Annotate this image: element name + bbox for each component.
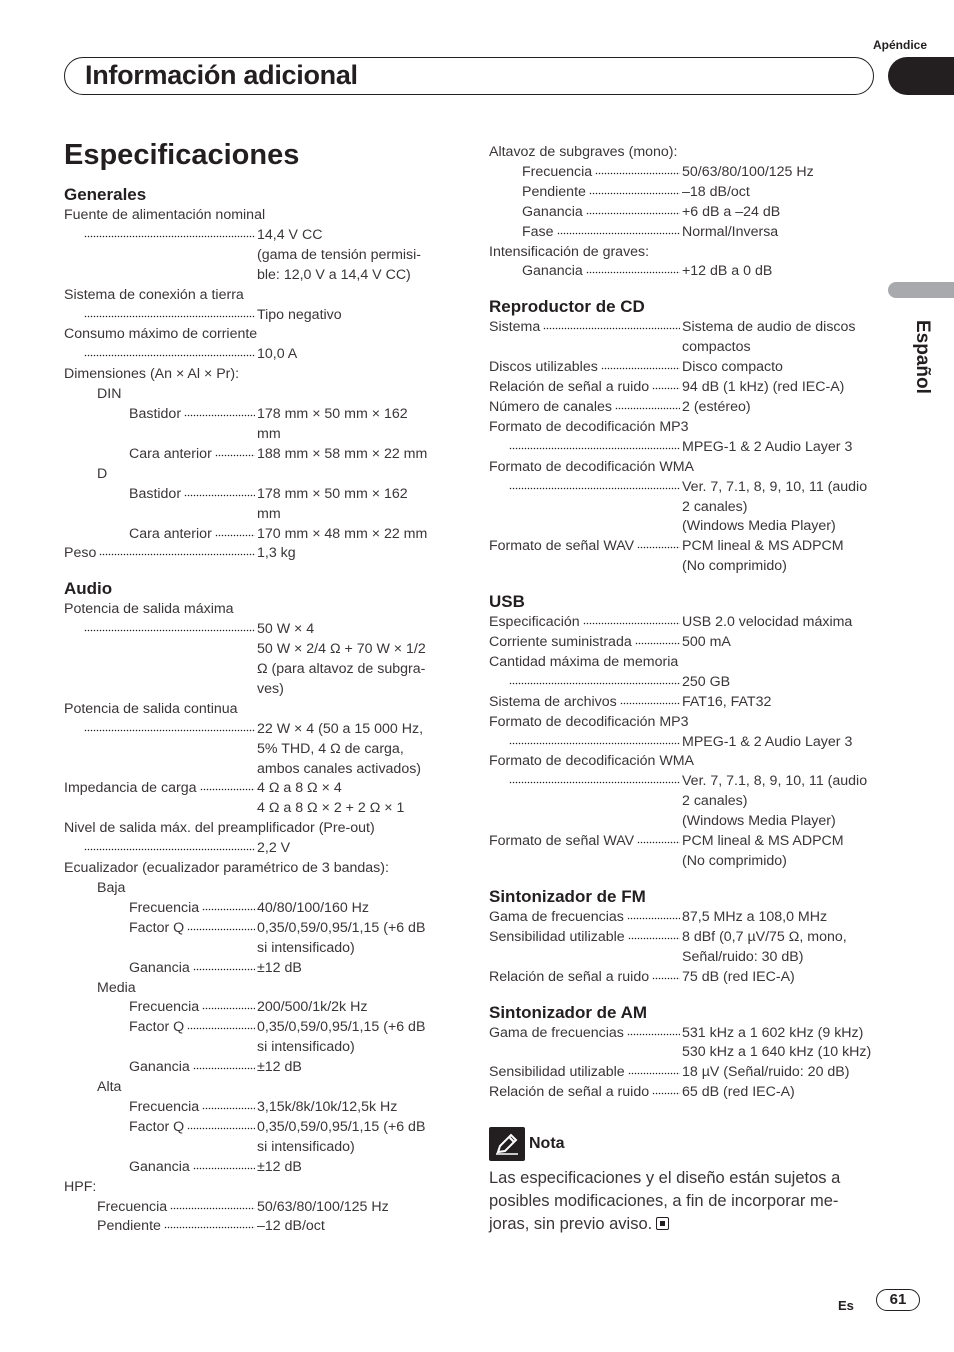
spec-row-label: Gama de frecuencias — [489, 908, 624, 925]
spec-row — [64, 720, 454, 740]
dot-leader — [509, 673, 680, 685]
spec-label: HPF: — [64, 1178, 97, 1195]
spec-row-label: Sistema de archivos — [489, 693, 617, 710]
specs-left-column — [64, 184, 454, 1237]
spec-value-continuation: si intensificado) — [257, 1138, 355, 1155]
spec-row-value: Sistema de audio de discos — [682, 319, 856, 336]
spec-row-value: FAT16, FAT32 — [682, 693, 772, 710]
spec-row-value: 75 dB (red IEC-A) — [682, 968, 795, 985]
dot-leader — [215, 525, 255, 537]
spec-row-label: Relación de señal a ruido — [489, 379, 650, 396]
spec-value-continuation: 4 Ω a 8 Ω × 2 + 2 Ω × 1 — [257, 800, 405, 817]
spec-value-continuation: compactos — [682, 339, 751, 356]
spec-row-value: 500 mA — [682, 634, 731, 651]
spec-row-value: 200/500/1k/2k Hz — [257, 999, 368, 1016]
spec-label: Formato de decodificación MP3 — [489, 713, 689, 730]
spec-row-value: 87,5 MHz a 108,0 MHz — [682, 908, 828, 925]
spec-row — [64, 1158, 454, 1178]
spec-row-value: 50/63/80/100/125 Hz — [257, 1198, 389, 1215]
spec-row — [64, 544, 454, 564]
dot-leader — [193, 1058, 255, 1070]
spec-row-value: 50 W × 4 — [257, 621, 315, 638]
dot-leader — [615, 398, 680, 410]
spec-row-value: Ver. 7, 7.1, 8, 9, 10, 11 (audio — [682, 773, 868, 790]
spec-row-label: Ganancia — [129, 1059, 190, 1076]
spec-value-continuation: ambos canales activados) — [257, 760, 422, 777]
spec-row-label: Frecuencia — [97, 1198, 168, 1215]
spec-row-value: –18 dB/oct — [682, 183, 750, 200]
dot-leader — [84, 620, 255, 632]
spec-row-value: 14,4 V CC — [257, 226, 323, 243]
spec-row-label: Frecuencia — [522, 163, 593, 180]
spec-row-label: Relación de señal a ruido — [489, 1084, 650, 1101]
spec-row-label: Ganancia — [522, 263, 583, 280]
spec-row — [64, 345, 454, 365]
spec-row-label: Relación de señal a ruido — [489, 968, 650, 985]
spec-row — [489, 163, 884, 183]
spec-row — [489, 928, 884, 948]
dot-leader — [589, 183, 680, 195]
spec-row-value: ±12 dB — [257, 959, 302, 976]
spec-value-continuation: (No comprimido) — [682, 558, 787, 575]
spec-label: Nivel de salida máx. del preamplificador (Pre-out) — [64, 820, 375, 837]
spec-row — [489, 318, 884, 338]
spec-row-label: Corriente suministrada — [489, 634, 632, 651]
spec-row-value: 0,35/0,59/0,95/1,15 (+6 dB — [257, 1118, 426, 1135]
spec-label: Consumo máximo de corriente — [64, 326, 258, 343]
spec-row-label: Formato de señal WAV — [489, 833, 635, 850]
spec-section-heading: Audio — [64, 579, 113, 599]
spec-row-label: Sensibilidad utilizable — [489, 1064, 625, 1081]
dot-leader — [652, 1083, 680, 1095]
page-title: Especificaciones — [64, 139, 300, 171]
spec-row — [64, 306, 454, 326]
spec-section-heading: Reproductor de CD — [489, 297, 645, 317]
note-header — [489, 1127, 884, 1161]
spec-row-value: 4 Ω a 8 Ω × 4 — [257, 780, 342, 797]
spec-row-value: 178 mm × 50 mm × 162 — [257, 406, 408, 423]
spec-row — [64, 1198, 454, 1218]
spec-row-value: PCM lineal & MS ADPCM — [682, 833, 844, 850]
dot-leader — [586, 262, 680, 274]
spec-row — [64, 1098, 454, 1118]
dot-leader — [601, 358, 680, 370]
dot-leader — [84, 345, 255, 357]
spec-row-label: Discos utilizables — [489, 359, 598, 376]
spec-value-continuation: 5% THD, 4 Ω de carga, — [257, 740, 404, 757]
spec-label: D — [97, 465, 108, 482]
spec-row-label: Sensibilidad utilizable — [489, 928, 625, 945]
spec-row — [64, 1058, 454, 1078]
spec-row-value: 2,2 V — [257, 840, 291, 857]
dot-leader — [652, 968, 680, 980]
spec-row-label: Factor Q — [129, 919, 185, 936]
spec-row-value: 188 mm × 58 mm × 22 mm — [257, 445, 428, 462]
spec-value-continuation: 50 W × 2/4 Ω + 70 W × 1/2 — [257, 641, 426, 658]
header-tab — [888, 57, 954, 95]
spec-row-value: +6 dB a –24 dB — [682, 203, 781, 220]
spec-value-continuation: Ω (para altavoz de subgra- — [257, 661, 426, 678]
spec-row-label: Número de canales — [489, 398, 613, 415]
dot-leader — [509, 733, 680, 745]
spec-row — [64, 485, 454, 505]
spec-row — [64, 405, 454, 425]
spec-row-label: Frecuencia — [129, 1098, 200, 1115]
spec-row-label: Ganancia — [129, 1158, 190, 1175]
spec-row — [489, 262, 884, 282]
spec-row — [489, 537, 884, 557]
dot-leader — [193, 1158, 255, 1170]
spec-row — [64, 959, 454, 979]
spec-label: Formato de decodificación MP3 — [489, 418, 689, 435]
spec-row-value: PCM lineal & MS ADPCM — [682, 538, 844, 555]
header-bar — [64, 57, 874, 95]
spec-label: Cantidad máxima de memoria — [489, 653, 679, 670]
dot-leader — [84, 720, 255, 732]
spec-section-heading: Sintonizador de AM — [489, 1002, 648, 1022]
spec-row — [489, 832, 884, 852]
spec-row-label: Sistema — [489, 319, 541, 336]
spec-row-value: 0,35/0,59/0,95/1,15 (+6 dB — [257, 1019, 426, 1036]
dot-leader — [628, 928, 680, 940]
spec-row-value: –12 dB/oct — [257, 1218, 325, 1235]
dot-leader — [184, 405, 255, 417]
dot-leader — [99, 544, 255, 556]
dot-leader — [627, 908, 680, 920]
footer-language: Es — [838, 1298, 854, 1313]
spec-row-value: 94 dB (1 kHz) (red IEC-A) — [682, 379, 845, 396]
spec-row-label: Cara anterior — [129, 445, 212, 462]
language-side-label: Español — [912, 320, 933, 394]
spec-row-label: Cara anterior — [129, 525, 212, 542]
spec-row — [64, 779, 454, 799]
note-title: Nota — [529, 1135, 565, 1153]
spec-row-value: 170 mm × 48 mm × 22 mm — [257, 525, 428, 542]
spec-row-label: Gama de frecuencias — [489, 1024, 624, 1041]
dot-leader — [586, 203, 680, 215]
spec-value-continuation: (gama de tensión permisi- — [257, 246, 422, 263]
spec-row-label: Bastidor — [129, 406, 182, 423]
spec-row-label: Impedancia de carga — [64, 780, 197, 797]
spec-row-value: Normal/Inversa — [682, 223, 779, 240]
dot-leader — [583, 613, 680, 625]
spec-row — [64, 226, 454, 246]
spec-row — [64, 919, 454, 939]
spec-row-value: 8 dBf (0,7 µV/75 Ω, mono, — [682, 928, 847, 945]
spec-row-label: Pendiente — [97, 1218, 161, 1235]
spec-row-value: 65 dB (red IEC-A) — [682, 1084, 795, 1101]
dot-leader — [200, 779, 255, 791]
dot-leader — [187, 1118, 255, 1130]
dot-leader — [595, 163, 680, 175]
spec-section-heading: USB — [489, 592, 525, 612]
dot-leader — [620, 693, 680, 705]
spec-row — [489, 1083, 884, 1103]
dot-leader — [193, 959, 255, 971]
spec-row — [489, 968, 884, 988]
spec-label: Potencia de salida continua — [64, 700, 238, 717]
spec-row-label: Frecuencia — [129, 899, 200, 916]
spec-value-continuation: Señal/ruido: 30 dB) — [682, 948, 804, 965]
spec-row-value: ±12 dB — [257, 1059, 302, 1076]
dot-leader — [543, 318, 680, 330]
dot-leader — [509, 478, 680, 490]
spec-row-label: Fase — [522, 223, 554, 240]
spec-label: Potencia de salida máxima — [64, 601, 234, 618]
spec-value-continuation: 530 kHz a 1 640 kHz (10 kHz) — [682, 1044, 872, 1061]
dot-leader — [637, 537, 680, 549]
spec-row-value: 178 mm × 50 mm × 162 — [257, 485, 408, 502]
spec-label: Formato de decodificación WMA — [489, 753, 695, 770]
specs-right-column — [489, 143, 884, 1236]
spec-label: Intensificación de graves: — [489, 243, 650, 260]
spec-label: Baja — [97, 880, 126, 896]
spec-row-value: USB 2.0 velocidad máxima — [682, 614, 853, 631]
spec-row — [64, 899, 454, 919]
spec-row-label: Pendiente — [522, 183, 586, 200]
spec-row-value: 50/63/80/100/125 Hz — [682, 163, 814, 180]
spec-row — [64, 525, 454, 545]
spec-row — [489, 733, 884, 753]
spec-row-value: 10,0 A — [257, 346, 298, 363]
spec-row — [489, 378, 884, 398]
dot-leader — [170, 1198, 255, 1210]
note-body: Las especificaciones y el diseño están sujetos a posibles modificaciones, a fin de incorporar me-joras, sin previo aviso. — [489, 1169, 841, 1234]
spec-row-label: Especificación — [489, 614, 580, 631]
spec-row — [489, 1024, 884, 1044]
end-mark-icon — [656, 1217, 669, 1230]
spec-label: Fuente de alimentación nominal — [64, 207, 266, 223]
spec-section-heading: Generales — [64, 185, 147, 204]
spec-row-value: Disco compacto — [682, 359, 783, 376]
dot-leader — [202, 998, 255, 1010]
spec-label: Alta — [97, 1079, 122, 1096]
spec-row-value: 531 kHz a 1 602 kHz (9 kHz) — [682, 1024, 864, 1041]
header-title: Información adicional — [85, 60, 358, 90]
dot-leader — [202, 1098, 255, 1110]
spec-label: Dimensiones (An × Al × Pr): — [64, 366, 240, 383]
spec-value-continuation: 2 canales) — [682, 498, 748, 515]
dot-leader — [635, 633, 680, 645]
spec-row-value: MPEG-1 & 2 Audio Layer 3 — [682, 733, 853, 750]
spec-label: Media — [97, 979, 136, 996]
spec-value-continuation: (No comprimido) — [682, 853, 787, 869]
spec-row-label: Factor Q — [129, 1019, 185, 1036]
spec-value-continuation: mm — [257, 505, 281, 522]
dot-leader — [187, 1018, 255, 1030]
spec-row — [489, 398, 884, 418]
spec-value-continuation: (Windows Media Player) — [682, 813, 836, 830]
spec-label: Sistema de conexión a tierra — [64, 286, 244, 303]
spec-row — [489, 223, 884, 243]
spec-row — [489, 772, 884, 792]
spec-row-value: 0,35/0,59/0,95/1,15 (+6 dB — [257, 919, 426, 936]
spec-row-value: 2 (estéreo) — [682, 398, 751, 415]
spec-row — [489, 693, 884, 713]
page-number: 61 — [876, 1289, 920, 1311]
spec-row — [64, 620, 454, 640]
spec-section-heading: Sintonizador de FM — [489, 886, 646, 906]
spec-row-value: ±12 dB — [257, 1158, 302, 1175]
dot-leader — [84, 839, 255, 851]
spec-row — [64, 445, 454, 465]
dot-leader — [84, 306, 255, 318]
spec-value-continuation: si intensificado) — [257, 1039, 355, 1056]
spec-row-label: Bastidor — [129, 485, 182, 502]
spec-row — [64, 839, 454, 859]
note-pencil-icon — [489, 1127, 525, 1161]
spec-row — [489, 358, 884, 378]
spec-value-continuation: 2 canales) — [682, 793, 748, 810]
spec-row — [489, 478, 884, 498]
spec-label: Formato de decodificación WMA — [489, 458, 695, 475]
spec-row — [64, 1018, 454, 1038]
dot-leader — [627, 1024, 680, 1036]
spec-row-value: 40/80/100/160 Hz — [257, 899, 370, 916]
spec-row — [489, 673, 884, 693]
spec-row — [64, 1118, 454, 1138]
section-label: Apéndice — [872, 38, 927, 52]
dot-leader — [509, 772, 680, 784]
dot-leader — [215, 445, 255, 457]
spec-row — [489, 203, 884, 223]
spec-row — [489, 613, 884, 633]
spec-row — [489, 438, 884, 458]
spec-row-value: 1,3 kg — [257, 545, 296, 562]
note-text — [489, 1167, 874, 1236]
spec-row-value: 18 µV (Señal/ruido: 20 dB) — [682, 1064, 850, 1081]
spec-row-value: 22 W × 4 (50 a 15 000 Hz, — [257, 720, 424, 737]
spec-label: Altavoz de subgraves (mono): — [489, 144, 678, 160]
dot-leader — [84, 226, 255, 238]
spec-row-value: Ver. 7, 7.1, 8, 9, 10, 11 (audio — [682, 478, 868, 495]
dot-leader — [557, 223, 680, 235]
spec-row-value: +12 dB a 0 dB — [682, 263, 773, 280]
dot-leader — [202, 899, 255, 911]
spec-row-label: Frecuencia — [129, 999, 200, 1016]
spec-row-value: 3,15k/8k/10k/12,5k Hz — [257, 1098, 398, 1115]
dot-leader — [164, 1217, 255, 1229]
spec-row-label: Peso — [64, 545, 97, 562]
spec-value-continuation: ble: 12,0 V a 14,4 V CC) — [257, 266, 411, 283]
side-tab — [888, 282, 954, 298]
spec-row — [489, 633, 884, 653]
dot-leader — [628, 1063, 680, 1075]
spec-value-continuation: si intensificado) — [257, 939, 355, 956]
spec-label: Ecualizador (ecualizador paramétrico de 3 bandas): — [64, 860, 389, 877]
spec-row — [489, 908, 884, 928]
spec-row — [64, 1217, 454, 1237]
spec-value-continuation: ves) — [257, 680, 284, 697]
spec-row-label: Ganancia — [522, 203, 583, 220]
spec-row-label: Formato de señal WAV — [489, 538, 635, 555]
dot-leader — [184, 485, 255, 497]
spec-row — [489, 1063, 884, 1083]
spec-row-label: Factor Q — [129, 1118, 185, 1135]
spec-label: DIN — [97, 386, 122, 403]
spec-row — [489, 183, 884, 203]
spec-row — [64, 998, 454, 1018]
dot-leader — [637, 832, 680, 844]
spec-row-value: Tipo negativo — [257, 306, 342, 323]
dot-leader — [187, 919, 255, 931]
spec-value-continuation: (Windows Media Player) — [682, 518, 836, 535]
spec-row-label: Ganancia — [129, 959, 190, 976]
spec-row-value: 250 GB — [682, 673, 731, 690]
dot-leader — [652, 378, 680, 390]
spec-row-value: MPEG-1 & 2 Audio Layer 3 — [682, 438, 853, 455]
spec-value-continuation: mm — [257, 425, 281, 442]
dot-leader — [509, 438, 680, 450]
